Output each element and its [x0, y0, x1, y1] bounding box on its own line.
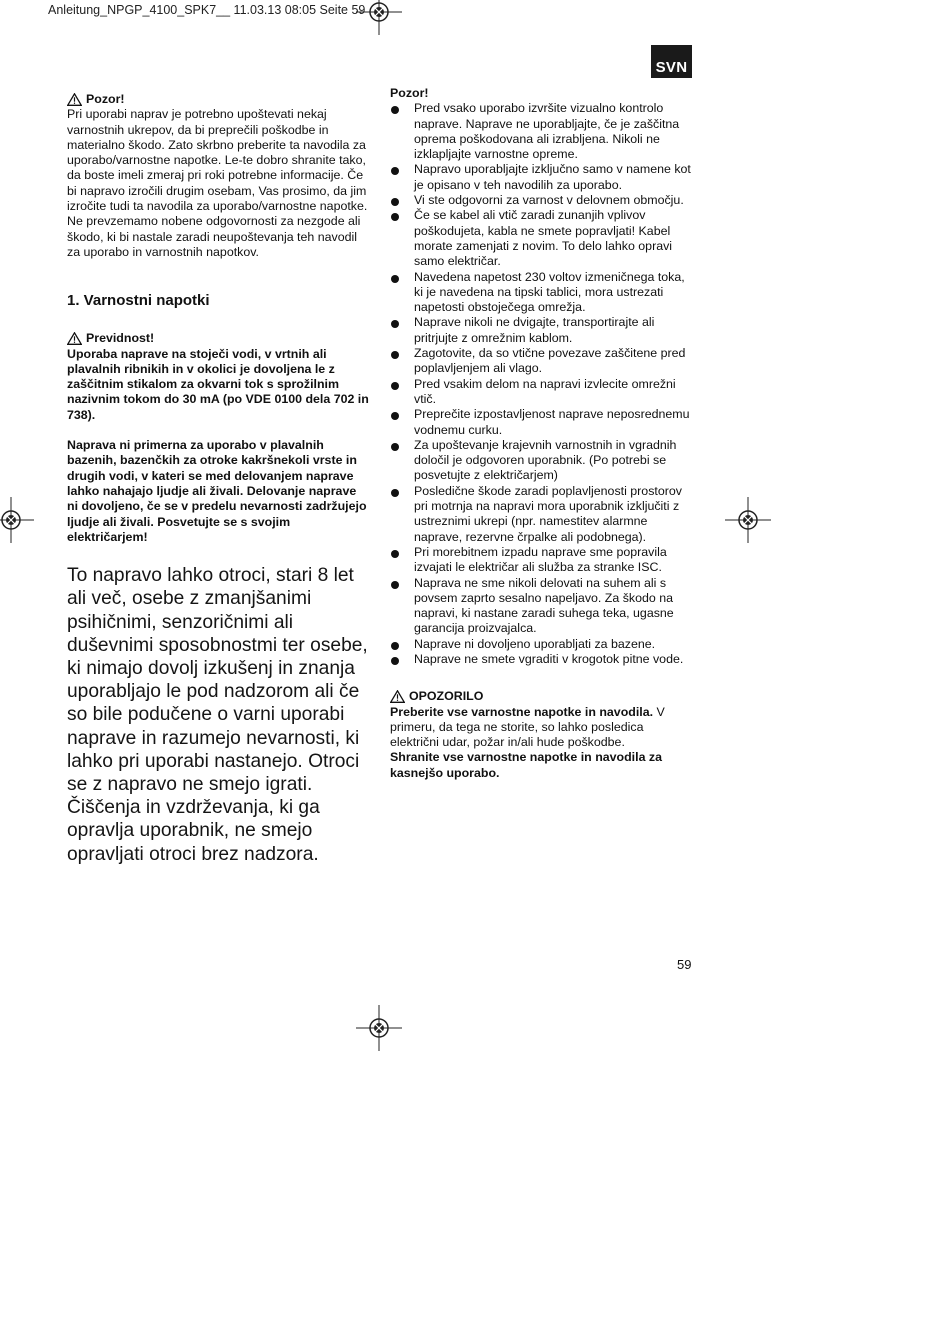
- bullet-icon: [391, 198, 399, 206]
- previdnost-paragraph-1: Uporaba naprave na stoječi vodi, v vrtnih ali plavalnih ribnikih in v okolici je dovoljena le z zaščitnim stikalom za okvarni tok s sprožilnim nazivnim tokom do 30 mA (po VDE 0100 dela 702 in 738).: [67, 346, 369, 422]
- list-item: Napravo uporabljajte izključno samo v namene kot je opisano v teh navodilih za uporabo.: [390, 162, 694, 193]
- opozorilo-heading: [390, 689, 694, 704]
- list-item: Zagotovite, da so vtične povezave zaščitene pred poplavljenjem ali vlago.: [390, 346, 694, 377]
- list-item: Naprave nikoli ne dvigajte, transportirajte ali pritrjujte z omrežnim kablom.: [390, 315, 694, 346]
- list-item: Pri morebitnem izpadu naprave sme popravila izvajati le električar ali služba za stranke ISC.: [390, 545, 694, 576]
- warning-triangle-icon: [67, 93, 82, 106]
- opozorilo-keep-instructions: Shranite vse varnostne napotke in navodila za kasnejšo uporabo.: [390, 750, 662, 780]
- bullet-icon: [391, 213, 399, 221]
- registration-mark-right: [725, 497, 771, 543]
- language-badge: SVN: [651, 45, 692, 78]
- print-slug: Anleitung_NPGP_4100_SPK7__ 11.03.13 08:05 Seite 59: [48, 3, 366, 17]
- previdnost-heading: [67, 331, 370, 346]
- bullet-icon: [391, 167, 399, 175]
- list-item: Pred vsakim delom na napravi izvlecite omrežni vtič.: [390, 377, 694, 408]
- bullet-icon: [391, 106, 399, 114]
- registration-mark-top: [356, 0, 402, 35]
- bullet-icon: [391, 412, 399, 420]
- list-item: Naprave ne smete vgraditi v krogotok pitne vode.: [390, 652, 694, 667]
- registration-mark-bottom: [356, 1005, 402, 1051]
- list-item: Vi ste odgovorni za varnost v delovnem območju.: [390, 193, 694, 208]
- bullet-icon: [391, 382, 399, 390]
- previdnost-title: Previdnost!: [86, 331, 155, 346]
- list-item: Posledične škode zaradi poplavljenosti prostorov pri motrnja na napravi mora uporabnik izključiti z ustreznimi ukrepi (npr. namestitev alarmne naprave, rezervne črpalke ali podobnega).: [390, 484, 694, 545]
- bullet-icon: [391, 489, 399, 497]
- opozorilo-bold-lead: Preberite vse varnostne napotke in navodila.: [390, 704, 654, 719]
- previdnost-paragraph-2: Naprava ni primerna za uporabo v plavalnih bazenih, bazenčkih za otroke kakršnekoli vrste in drugih vodi, v kateri se med delovanjem naprave lahko nahajajo ljudje ali živali. Delovanje naprave ni dovoljeno, če se v predelu nevarnosti zadržujejo ljudje ali živali. Posvetujte se s svojim električarjem!: [67, 438, 367, 544]
- opozorilo-title: OPOZORILO: [409, 689, 484, 704]
- bullet-icon: [391, 581, 399, 589]
- bullet-icon: [391, 351, 399, 359]
- section-title: 1. Varnostni napotki: [67, 292, 210, 310]
- bullet-icon: [391, 275, 399, 283]
- children-notice: To napravo lahko otroci, stari 8 let ali več, osebe z zmanjšanimi psihičnimi, senzoričnimi ali duševnimi sposobnostmi ter osebe, ki nimajo dovolj izkušenj in znanja uporabljajo le pod nadzorom ali če so bile podučene o varni uporabi naprave in razumejo nevarnosti, ki lahko pri uporabi nastanejo. Otroci se z napravo ne smejo igrati. Čiščenja in vzdrževanja, ki ga opravlja uporabnik, ne smejo opravljati otroci brez nadzora.: [67, 565, 368, 865]
- list-item: Preprečite izpostavljenost naprave neposrednemu vodnemu curku.: [390, 407, 694, 438]
- bullet-icon: [391, 642, 399, 650]
- list-item: Če se kabel ali vtič zaradi zunanjih vplivov poškodujeta, kabla ne smete popravljati! Kabel morate zamenjati z novim. To delo lahko opravi samo električar.: [390, 208, 694, 269]
- warning-triangle-icon: [390, 690, 405, 703]
- page-number: 59: [677, 957, 692, 972]
- left-column: [67, 92, 370, 866]
- right-column: [390, 86, 694, 781]
- opozorilo-paragraph: [390, 705, 694, 751]
- registration-mark-left: [0, 497, 34, 543]
- list-item: Naprava ne sme nikoli delovati na suhem ali s povsem zaprto sesalno napeljavo. Za škodo na napravi, ki nastane zaradi suhega teka, ugasne garancija proizvajalca.: [390, 576, 694, 637]
- list-item: Pred vsako uporabo izvršite vizualno kontrolo naprave. Naprave ne uporabljajte, če je zaščitna oprema poškodovana ali izrabljena. Nikoli ne izklapljajte varnostne opreme.: [390, 101, 694, 162]
- bullet-icon: [391, 443, 399, 451]
- opozorilo-text: V primeru, da tega ne storite, so lahko posledica električni udar, požar in/ali hude poškodbe.: [390, 704, 665, 750]
- bullet-icon: [391, 320, 399, 328]
- bullet-icon: [391, 657, 399, 665]
- list-item: Za upoštevanje krajevnih varnostnih in vgradnih določil je odgovoren uporabnik. (Po potrebi se posvetujte z električarjem): [390, 438, 694, 484]
- list-item: Naprave ni dovoljeno uporabljati za bazene.: [390, 637, 694, 652]
- right-pozor-title: Pozor!: [390, 86, 429, 100]
- safety-bullet-list: [390, 101, 694, 667]
- pozor-title: Pozor!: [86, 92, 125, 106]
- bullet-icon: [391, 550, 399, 558]
- pozor-text: Pri uporabi naprav je potrebno upoštevati nekaj varnostnih ukrepov, da bi preprečili poškodbe in materialno škodo. Zato skrbno preberite ta navodila za uporabo/varnostne napotke. Le-te dobro shranite tako, da boste imeli zmeraj pri roki potrebne informacije. Če bi napravo izročili drugim osebam, Vas prosimo, da jim izročite tudi ta navodila za uporabo/varnostne napotke. Ne prevzemamo nobene odgovornosti za nezgode ali škodo, ki bi nastale zaradi neupoštevanja teh navodil za uporabo in varnostnih napotkov.: [67, 107, 368, 259]
- list-item: Navedena napetost 230 voltov izmeničnega toka, ki je navedena na tipski tablici, mora ustrezati napetosti obstoječega omrežja.: [390, 270, 694, 316]
- warning-triangle-icon: [67, 332, 82, 345]
- pozor-heading: [67, 92, 370, 107]
